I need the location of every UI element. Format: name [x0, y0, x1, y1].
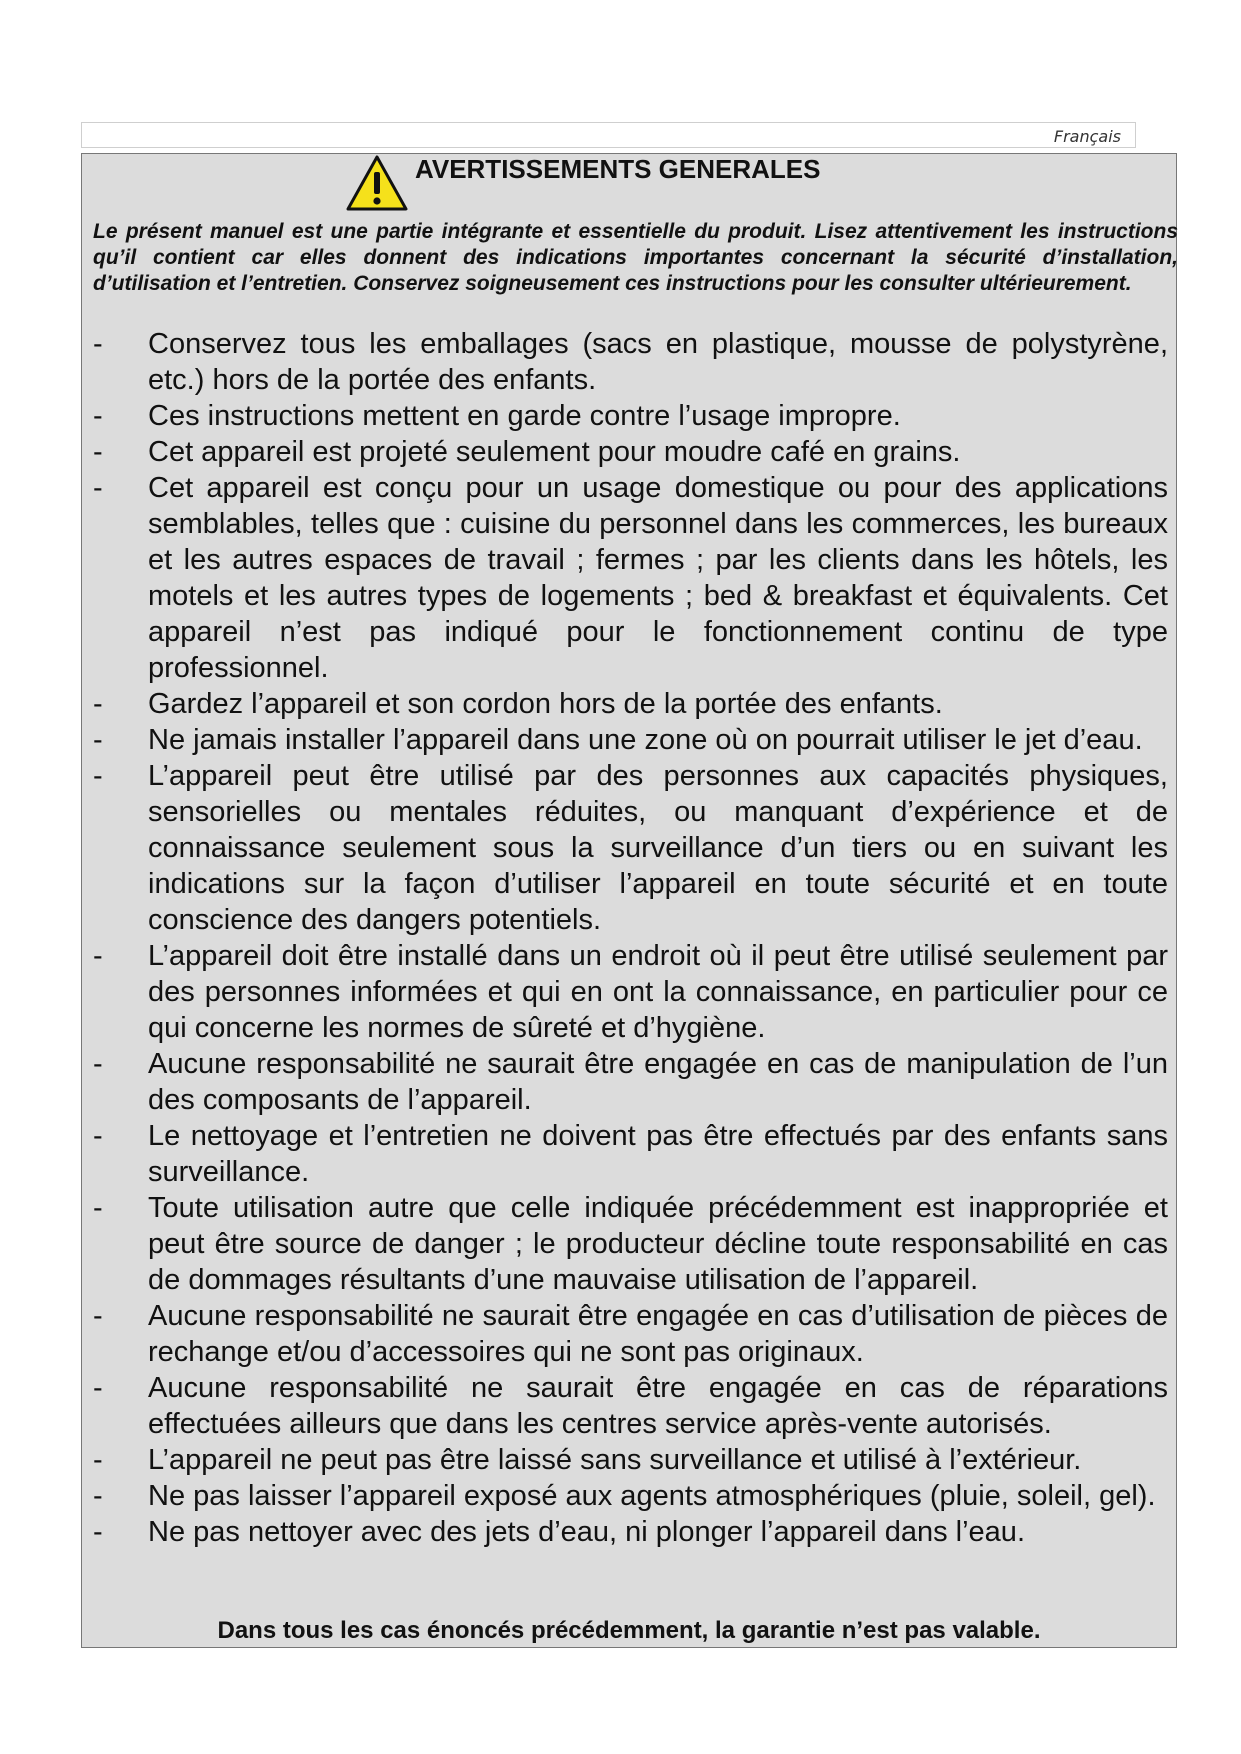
warning-triangle-icon	[345, 154, 409, 212]
list-item: - Le nettoyage et l’entretien ne doivent pas être effectués par des enfants sans surveillance.	[93, 1120, 1168, 1188]
list-item: - Ces instructions mettent en garde contre l’usage impropre.	[93, 400, 901, 432]
list-item: - Conservez tous les emballages (sacs en plastique, mousse de polystyrène, etc.) hors de la portée des enfants.	[93, 328, 1168, 396]
list-item: - Aucune responsabilité ne saurait être engagée en cas d’utilisation de pièces de rechange et/ou d’accessoires qui ne sont pas originaux.	[93, 1300, 1168, 1368]
list-item: - L’appareil ne peut pas être laissé sans surveillance et utilisé à l’extérieur.	[93, 1444, 1082, 1476]
intro-paragraph: Le présent manuel est une partie intégrante et essentielle du produit. Lisez attentivement les instructions qu’il contient car elles donnent des indications importantes concernant la sécurité d’installation, d’utilisation et l’entretien. Conservez soigneusement ces instructions pour les consulter ultérieurement.	[93, 220, 1178, 295]
list-item: - L’appareil doit être installé dans un endroit où il peut être utilisé seulement par des personnes informées et qui en ont la connaissance, en particulier pour ce qui concerne les normes de sûreté et d’hygiène.	[93, 940, 1168, 1044]
list-item: - Toute utilisation autre que celle indiquée précédemment est inappropriée et peut être source de danger ; le producteur décline toute responsabilité en cas de dommages résultants d’une mauvaise utilisation de l’appareil.	[93, 1192, 1168, 1296]
list-item: - Cet appareil est conçu pour un usage domestique ou pour des applications semblables, telles que : cuisine du personnel dans les commerces, les bureaux et les autres espaces de travail ; fermes ; par les clients dans les hôtels, les motels et les autres types de logements ; bed & breakfast et équivalents. Cet appareil n’est pas indiqué pour le fonctionnement continu de type professionnel.	[93, 472, 1168, 684]
list-item: - Aucune responsabilité ne saurait être engagée en cas de réparations effectuées ailleurs que dans les centres service après-vente autorisés.	[93, 1372, 1168, 1440]
list-item: - Ne jamais installer l’appareil dans une zone où on pourrait utiliser le jet d’eau.	[93, 724, 1143, 756]
list-item: - L’appareil peut être utilisé par des personnes aux capacités physiques, sensorielles ou mentales réduites, ou manquant d’expérience et de connaissance seulement sous la surveillance d’un tiers ou en suivant les indications sur la façon d’utiliser l’appareil en toute sécurité et en toute conscience des dangers potentiels.	[93, 760, 1168, 936]
list-item: - Cet appareil est projeté seulement pour moudre café en grains.	[93, 436, 961, 468]
list-item: - Ne pas nettoyer avec des jets d’eau, ni plonger l’appareil dans l’eau.	[93, 1516, 1025, 1548]
page-title: AVERTISSEMENTS GENERALES	[415, 154, 821, 184]
list-item: - Gardez l’appareil et son cordon hors de la portée des enfants.	[93, 688, 943, 720]
language-header	[81, 122, 1136, 148]
warranty-note: Dans tous les cas énoncés précédemment, la garantie n’est pas valable.	[217, 1617, 1041, 1644]
warnings-list	[93, 326, 1168, 1550]
language-label: Français	[1053, 127, 1121, 146]
list-item: - Ne pas laisser l’appareil exposé aux agents atmosphériques (pluie, soleil, gel).	[93, 1480, 1156, 1512]
list-item: - Aucune responsabilité ne saurait être engagée en cas de manipulation de l’un des composants de l’appareil.	[93, 1048, 1168, 1116]
